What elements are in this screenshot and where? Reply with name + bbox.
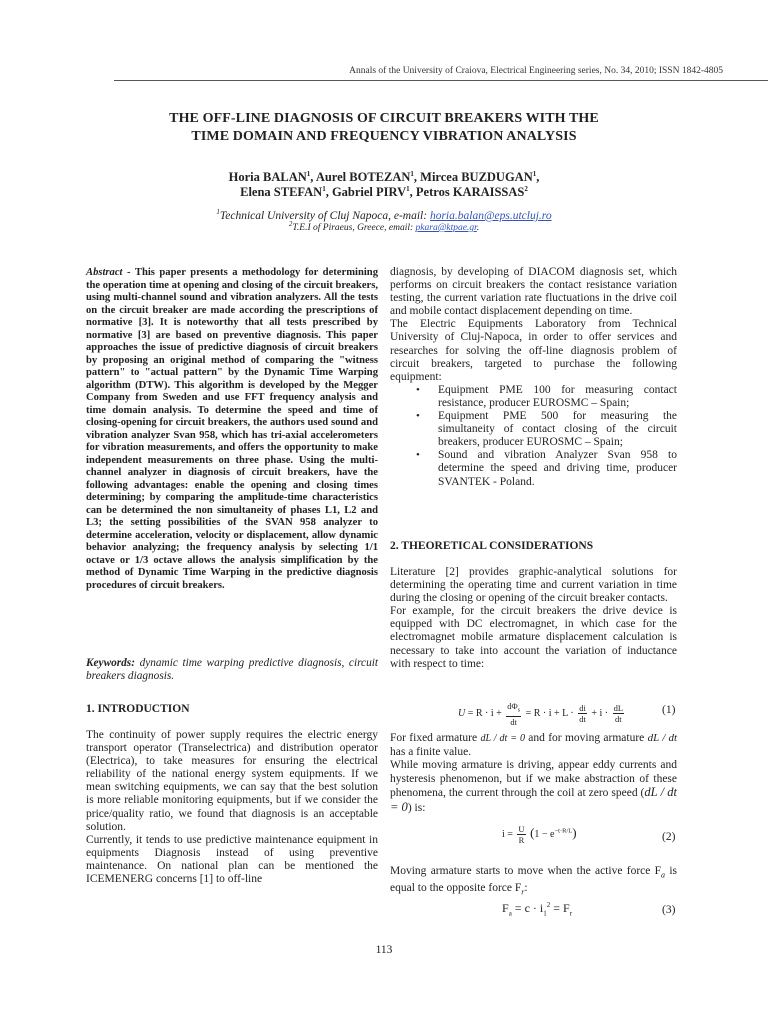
author: Horia BALAN xyxy=(228,170,307,184)
affiliation-2: $^2$T.E.I of Piraeus, Greece, email: pkara@ktpae.gr. xyxy=(288,219,480,233)
email-link[interactable]: horia.balan@eps.utcluj.ro xyxy=(429,210,552,222)
paragraph: Currently, it tends to use predictive maintenance equipment in equipments Diagnosis instead of using preventive maintenance. On national plan can be mentioned the ICEMENERG concerns [1] to off-line xyxy=(86,833,378,886)
section-heading-introduction: 1. INTRODUCTION xyxy=(86,703,190,715)
paper-title xyxy=(0,110,768,146)
page-number: 113 xyxy=(375,944,393,956)
introduction-body xyxy=(86,729,378,886)
affiliation-1: $^1$Technical University of Cluj Napoca, e-mail: horia.balan@eps.utcluj.ro xyxy=(216,208,552,222)
author: Petros KARAISSAS xyxy=(415,185,525,199)
author: Gabriel PIRV xyxy=(331,185,407,199)
equation-number: (2) xyxy=(662,831,676,843)
abstract-text: - This paper presents a methodology for determining the operation time at opening and closing of the circuit breakers, using multi-channel sound and vibration analyzers. All the tests on the circuit breaker are made according the prescriptions of normative [3]. It is noteworthy that all tests prescribed by normative [3] are based on preventive diagnosis. This paper approaches the issue of predictive diagnosis of circuit breakers by proposing an original method of comparing the "witness pattern" to "actual pattern" by the Dynamic Time Warping algorithm (DTW). This algorithm is developed by the Megger Company from Sweden and use FFT frequency analysis and time domain analysis. To determine the speed and time of closing-opening for circuit breakers, the authors used sound and vibration analyzer Svan 958, which has tri-axial accelerometers for vibration measurements, and offers the opportunity to make independent measurements on three phase. Using the multi-channel analyzer in diagnosis of circuit breakers, have the following advantages: enable the opening and closing times determining; by comparing the amplitude-time characteristics can be determined the non simultaneity of phases L1, L2 and L3; the setting possibilities of the SVAN 958 analyzer to determine acceleration, velocity or displacement, allow dynamic behavior analyzing; the frequency analysis by selecting 1/1 octave or 1/3 octave allows the analysis simplification by the method of Dynamic Time Warping in the predictive diagnosis procedures of circuit breakers. xyxy=(86,267,378,591)
theory-body-3 xyxy=(390,865,677,899)
paragraph: Moving armature starts to move when the active force $F_a$ is equal to the opposite force $F_r$: xyxy=(390,865,678,897)
author: Mircea BUZDUGAN xyxy=(420,170,533,184)
equation-3: $F_a = c \cdot i_1^2 = F_r$ xyxy=(502,901,573,918)
author-list xyxy=(0,170,768,200)
equation-2: i = $\frac{U}{R}$ $(1 - e^{-t\cdot R/L})$ xyxy=(502,824,577,845)
paragraph: For example, for the circuit breakers the drive device is equipped with DC electromagnet, in which case for the electromagnet mobile armature displacement calculation is necessary to take into account the variation of inductance with respect to time: xyxy=(390,605,677,670)
title-line-1: THE OFF-LINE DIAGNOSIS OF CIRCUIT BREAKERS WITH THE xyxy=(169,111,599,126)
theory-body xyxy=(390,566,677,671)
authors-line-2: Elena STEFAN$^1$, Gabriel PIRV$^1$, Petros KARAISSAS$^2$ xyxy=(240,184,528,199)
paragraph: While moving armature is driving, appear eddy currents and hysteresis phenomenon, but if we make abstraction of these phenomena, the current through the coil at zero speed (dL / dt = 0) is: xyxy=(390,759,677,814)
theory-body-2 xyxy=(390,732,677,816)
list-item: • Sound and vibration Analyzer Svan 958 to determine the speed and driving time, producer SVANTEK - Poland. xyxy=(438,449,677,488)
list-item: • Equipment PME 100 for measuring contact resistance, producer EUROSMC – Spain; xyxy=(438,384,677,410)
equipment-list xyxy=(390,384,677,489)
section-heading-theory: 2. THEORETICAL CONSIDERATIONS xyxy=(390,540,594,552)
paragraph: Literature [2] provides graphic-analytical solutions for determining the operating time and current variation in time during the closing or opening of the circuit breaker contacts. xyxy=(390,566,677,605)
title-line-2: TIME DOMAIN AND FREQUENCY VIBRATION ANALYSIS xyxy=(191,129,577,144)
list-item: • Equipment PME 500 for measuring the simultaneity of contact closing of the circuit breakers, producer EUROSMC – Spain; xyxy=(438,410,677,449)
abstract-label: Abstract xyxy=(86,267,123,278)
keywords xyxy=(86,657,378,683)
keywords-text: dynamic time warping predictive diagnosis, circuit breakers diagnosis. xyxy=(86,657,378,682)
equation-number: (1) xyxy=(662,704,676,716)
paragraph: For fixed armature dL / dt = 0 and for moving armature dL / dt has a finite value. xyxy=(390,732,678,758)
abstract xyxy=(86,267,378,592)
author: Elena STEFAN xyxy=(240,185,323,199)
equation-number: (3) xyxy=(662,904,676,916)
running-head: Annals of the University of Craiova, Electrical Engineering series, No. 34, 2010; ISSN 1842-4805 xyxy=(349,66,723,76)
authors-line-1: Horia BALAN$^1$, Aurel BOTEZAN$^1$, Mircea BUZDUGAN$^1$, xyxy=(228,169,540,184)
keywords-label: Keywords: xyxy=(86,657,135,669)
paragraph: The Electric Equipments Laboratory from Technical University of Cluj-Napoca, in order to offer services and researches for solving the off-line diagnosis problem of circuit breakers, targeted to purchase the following equipment: xyxy=(390,318,677,383)
email-link[interactable]: pkara@ktpae.gr xyxy=(415,223,477,233)
header-rule xyxy=(114,80,768,81)
paragraph: The continuity of power supply requires the electric energy transport operator (Transelectrica) and distribution operator (Electrica), to take measures for ensuring the electrical reliability of the national energy system equipments. If we mean switching equipments, we can say that the best solution is more reliable monitoring equipments, but if we consider the price/quality ratio, we found that diagnosis is an acceptable solution. xyxy=(86,729,378,833)
equation-1: U = R · i + $\frac{d\Phi_s}{dt}$ = R · i + L · $\frac{di}{dt}$ + i · $\frac{dL}{dt}$ xyxy=(458,701,624,727)
paragraph: diagnosis, by developing of DIACOM diagnosis set, which performs on circuit breakers the contact resistance variation testing, the current variation rate fluctuations in the drive coil and mobile contact displacement depending on time. xyxy=(390,266,677,318)
author: Aurel BOTEZAN xyxy=(315,170,411,184)
right-column-intro xyxy=(390,266,677,489)
